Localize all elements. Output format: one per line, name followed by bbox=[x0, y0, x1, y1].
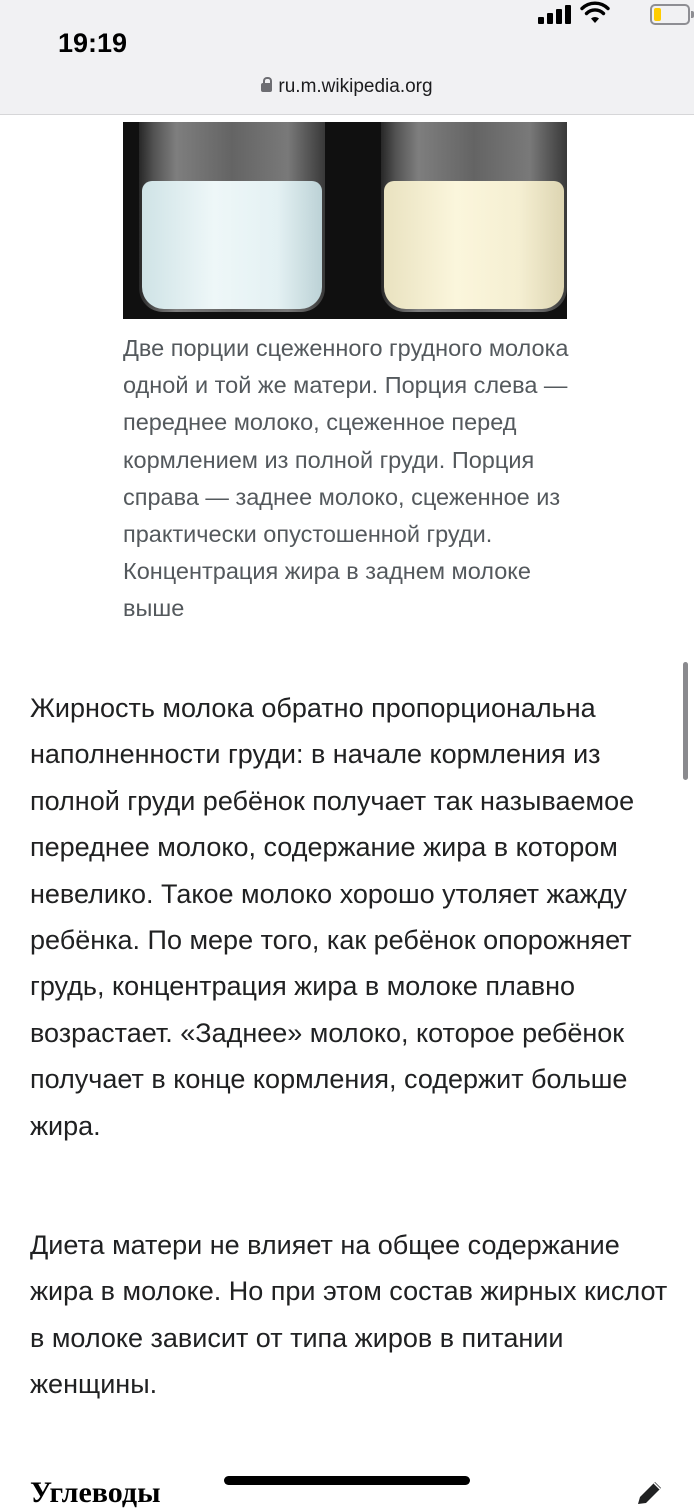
foremilk-portion bbox=[142, 181, 322, 309]
wifi-icon bbox=[580, 1, 610, 25]
milk-jars-photo[interactable] bbox=[123, 122, 567, 319]
section-heading-carbohydrates[interactable]: Углеводы bbox=[30, 1476, 161, 1509]
cellular-signal-icon bbox=[538, 4, 572, 24]
address-bar[interactable] bbox=[0, 76, 694, 98]
home-indicator[interactable] bbox=[224, 1476, 470, 1485]
hindmilk-portion bbox=[384, 181, 564, 309]
lock-icon bbox=[261, 83, 272, 92]
article-paragraph: Жирность молока обратно пропорциональна наполненности груди: в начале кормления из полной груди ребёнок получает так называемое переднее молоко, содержание жира в котором невелико. Такое молоко хорошо утоляет жажду ребёнка. По мере того, как ребёнок опорожняет грудь, концентрация жира в молоке плавно возрастает. «Заднее» молоко, которое ребёнок получает в конце кормления, содержит больше жира. bbox=[30, 693, 635, 1141]
battery-icon bbox=[650, 4, 690, 25]
scroll-indicator[interactable] bbox=[683, 662, 688, 780]
url-text: ru.m.wikipedia.org bbox=[278, 76, 433, 97]
browser-top-bar bbox=[0, 0, 694, 115]
figure-caption: Две порции сцеженного грудного молока одной и той же матери. Порция слева — переднее молоко, сцеженное перед кормлением из полной груди. Порция справа — заднее молоко, сцеженное из практически опустошенной груди. Концентрация жира в заднем молоке выше bbox=[123, 335, 569, 622]
article-paragraph: Диета матери не влияет на общее содержание жира в молоке. Но при этом состав жирных кислот в молоке зависит от типа жиров в питании женщины. bbox=[30, 1230, 668, 1400]
status-time: 19:19 bbox=[58, 28, 128, 58]
edit-pencil-icon[interactable] bbox=[632, 1478, 666, 1508]
